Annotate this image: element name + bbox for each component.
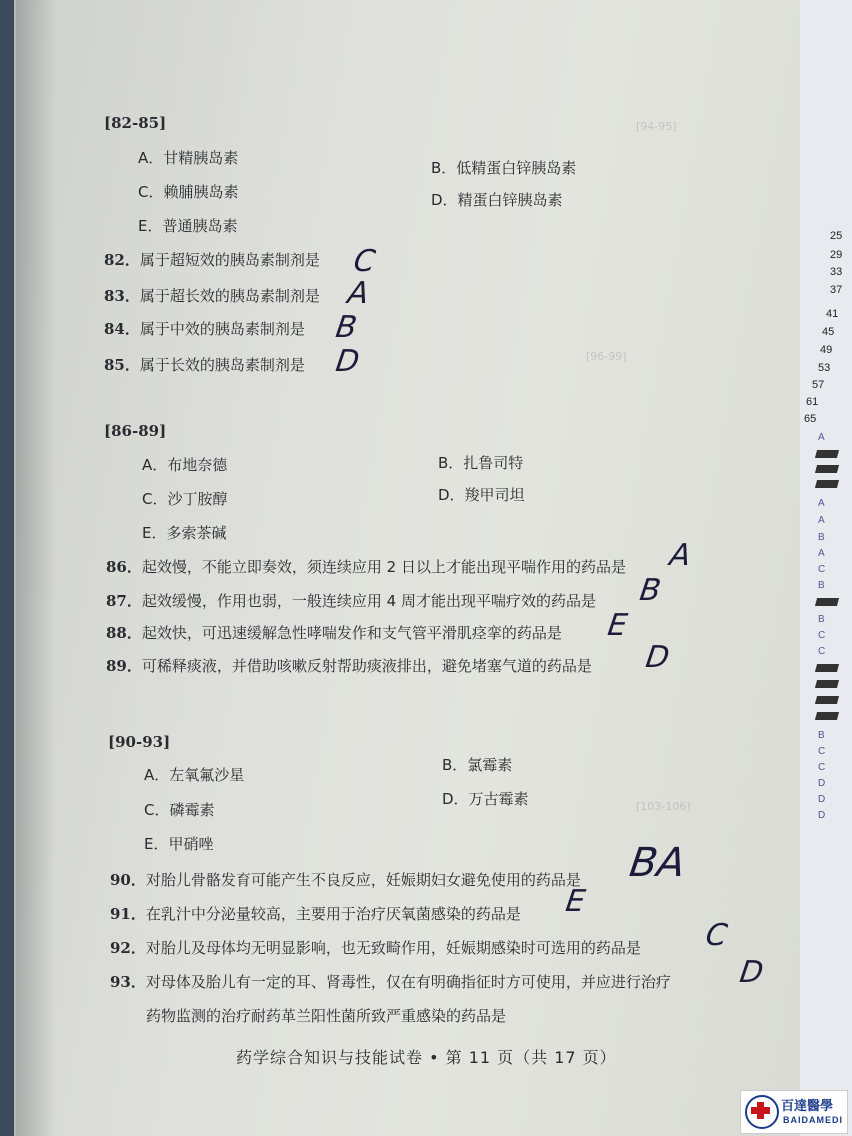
- question-text: 对胎儿及母体均无明显影响，也无致畸作用，妊娠期感染时可选用的药品是: [145, 939, 641, 957]
- question-number: 90．: [110, 871, 146, 889]
- handwritten-answer: D: [333, 344, 362, 379]
- question-number: 92．: [110, 939, 146, 957]
- question-82: [104, 249, 320, 270]
- filled-bubble: [815, 712, 839, 720]
- option-c: C．磷霉素: [144, 801, 215, 819]
- handwritten-answer: B: [333, 310, 360, 345]
- sheet-number: 29: [830, 249, 843, 261]
- handwritten-answer: E: [563, 884, 588, 919]
- sheet-mark: C: [818, 746, 826, 757]
- question-text: 起效缓慢，作用也弱，一般连续应用 4 周才能出现平喘疗效的药品是: [141, 592, 596, 610]
- sheet-number: 49: [820, 344, 833, 356]
- sheet-mark: D: [818, 794, 826, 805]
- question-87: [106, 590, 596, 611]
- option-b: B．氯霉素: [442, 756, 513, 774]
- handwritten-answer: E: [605, 608, 630, 643]
- answer-sheet-edge: [800, 0, 852, 1136]
- option-b: B．低精蛋白锌胰岛素: [431, 159, 577, 177]
- sheet-mark: C: [818, 564, 826, 575]
- logo-text-cn: 百達醫學: [781, 1099, 834, 1114]
- sheet-number: 41: [826, 308, 839, 320]
- filled-bubble: [815, 680, 839, 688]
- option-e: E．甲硝唑: [144, 835, 214, 853]
- question-text: 起效慢，不能立即奏效，须连续应用 2 日以上才能出现平喘作用的药品是: [141, 558, 626, 576]
- option-e: E．普通胰岛素: [138, 217, 238, 235]
- handwritten-answer: C: [351, 244, 378, 279]
- option-a: A．布地奈德: [142, 456, 228, 474]
- question-89: [106, 655, 592, 676]
- sheet-mark: A: [818, 498, 825, 509]
- option-b: B．扎鲁司特: [438, 454, 524, 472]
- question-85: [104, 354, 305, 375]
- question-text: 对胎儿骨骼发育可能产生不良反应，妊娠期妇女避免使用的药品是: [145, 871, 581, 889]
- option-a: A．甘精胰岛素: [138, 149, 239, 167]
- question-88: [106, 622, 562, 643]
- sheet-mark: A: [818, 515, 825, 526]
- question-number: 87．: [106, 592, 142, 610]
- question-91: [110, 903, 521, 924]
- sheet-number: 33: [830, 266, 843, 278]
- question-number: 82．: [104, 251, 140, 269]
- question-84: [104, 318, 305, 339]
- option-d: D．羧甲司坦: [438, 486, 525, 504]
- handwritten-answer: D: [737, 955, 766, 990]
- question-text: 对母体及胎儿有一定的耳、肾毒性，仅在有明确指征时方可使用，并应进行治疗: [145, 973, 671, 991]
- question-93-continuation: 药物监测的治疗耐药革兰阳性菌所致严重感染的药品是: [146, 1007, 507, 1025]
- option-d: D．万古霉素: [442, 790, 529, 808]
- block-title: [82-85]: [104, 114, 167, 132]
- question-text: 可稀释痰液，并借助咳嗽反射帮助痰液排出，避免堵塞气道的药品是: [141, 657, 592, 675]
- block-title: [86-89]: [104, 422, 167, 440]
- question-number: 84．: [104, 320, 140, 338]
- page-spine-shadow: [16, 0, 56, 1136]
- option-c: C．沙丁胺醇: [142, 490, 228, 508]
- block-title: [90-93]: [108, 733, 171, 751]
- handwritten-answer: D: [643, 640, 672, 675]
- question-93: [110, 971, 671, 992]
- handwritten-answer: A: [345, 276, 371, 311]
- option-d: D．精蛋白锌胰岛素: [431, 191, 563, 209]
- option-a: A．左氧氟沙星: [144, 766, 245, 784]
- question-86: [106, 556, 626, 577]
- handwritten-answer: C: [703, 918, 730, 953]
- sheet-number: 61: [806, 396, 819, 408]
- filled-bubble: [815, 465, 839, 473]
- question-number: 85．: [104, 356, 140, 374]
- handwritten-answer: A: [667, 538, 693, 573]
- bleed-through-text: [96-99]: [586, 350, 627, 363]
- question-number: 93．: [110, 973, 146, 991]
- question-number: 89．: [106, 657, 142, 675]
- filled-bubble: [815, 450, 839, 458]
- sheet-mark: C: [818, 630, 826, 641]
- sheet-number: 25: [830, 230, 843, 242]
- handwritten-answer: B: [637, 573, 664, 608]
- question-number: 88．: [106, 624, 142, 642]
- filled-bubble: [815, 696, 839, 704]
- question-text: 属于超长效的胰岛素制剂是: [139, 287, 320, 305]
- sheet-number: 65: [804, 413, 817, 425]
- filled-bubble: [815, 480, 839, 488]
- question-number: 86．: [106, 558, 142, 576]
- option-c: C．赖脯胰岛素: [138, 183, 239, 201]
- question-text: 属于长效的胰岛素制剂是: [139, 356, 305, 374]
- sheet-mark: C: [818, 762, 826, 773]
- handwritten-answer: BA: [626, 840, 689, 886]
- question-text: 属于中效的胰岛素制剂是: [139, 320, 305, 338]
- question-text: 在乳汁中分泌量较高，主要用于治疗厌氧菌感染的药品是: [145, 905, 521, 923]
- sheet-mark: A: [818, 548, 825, 559]
- red-cross-logo-icon: [745, 1095, 779, 1129]
- filled-bubble: [815, 664, 839, 672]
- sheet-mark: B: [818, 532, 825, 543]
- question-number: 91．: [110, 905, 146, 923]
- sheet-number: 37: [830, 284, 843, 296]
- sheet-number: 57: [812, 379, 825, 391]
- filled-bubble: [815, 598, 839, 606]
- logo-text-en: BAIDAMEDI: [783, 1115, 843, 1125]
- sheet-mark: D: [818, 810, 826, 821]
- sheet-mark: B: [818, 730, 825, 741]
- question-text: 起效快，可迅速缓解急性哮喘发作和支气管平滑肌痉挛的药品是: [141, 624, 562, 642]
- question-90: [110, 869, 581, 890]
- question-92: [110, 937, 641, 958]
- bleed-through-text: [94-95]: [636, 120, 677, 133]
- page-footer: 药学综合知识与技能试卷 • 第 11 页（共 17 页）: [236, 1048, 617, 1067]
- watermark-logo: [740, 1090, 848, 1134]
- sheet-mark: B: [818, 580, 825, 591]
- question-number: 83．: [104, 287, 140, 305]
- sheet-mark: D: [818, 778, 826, 789]
- question-83: [104, 285, 320, 306]
- sheet-mark: B: [818, 614, 825, 625]
- bleed-through-text: [103-106]: [636, 800, 691, 813]
- sheet-number: 45: [822, 326, 835, 338]
- sheet-mark: C: [818, 646, 826, 657]
- option-e: E．多索茶碱: [142, 524, 227, 542]
- sheet-mark: A: [818, 432, 825, 443]
- question-text: 属于超短效的胰岛素制剂是: [139, 251, 320, 269]
- sheet-number: 53: [818, 362, 831, 374]
